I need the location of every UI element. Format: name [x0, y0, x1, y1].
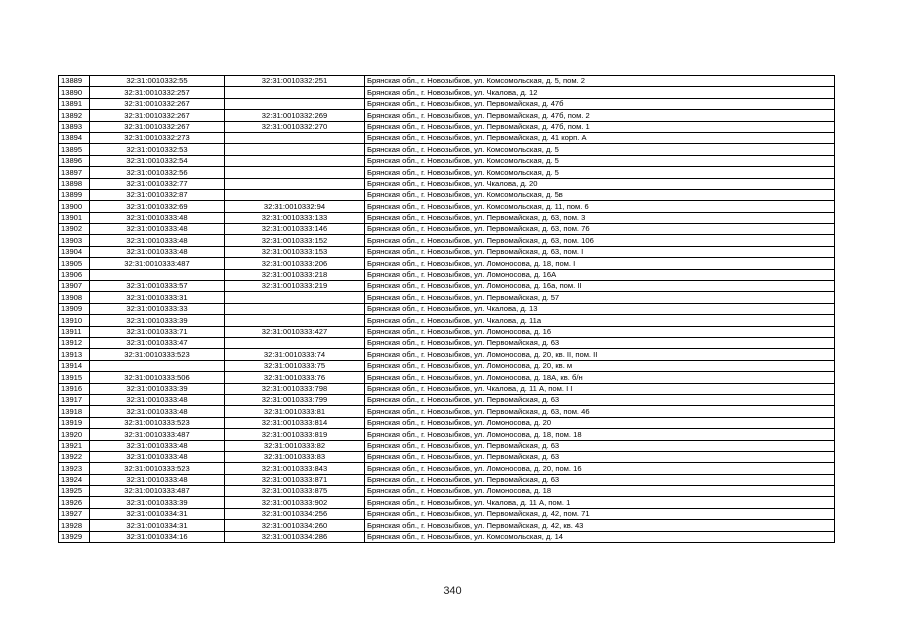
address-cell: Брянская обл., г. Новозыбков, ул. Чкалова, д. 11 А, пом. 1: [365, 497, 835, 508]
table-row: [59, 178, 835, 189]
table-row: [59, 212, 835, 223]
cadastral-number-cell: [225, 132, 365, 143]
address-cell: Брянская обл., г. Новозыбков, ул. Первомайская, д. 41 корп. А: [365, 132, 835, 143]
address-cell: Брянская обл., г. Новозыбков, ул. Чкалова, д. 11а: [365, 315, 835, 326]
parent-cadastral-number-cell: 32:31:0010334:31: [90, 508, 225, 519]
parent-cadastral-number-cell: 32:31:0010333:48: [90, 212, 225, 223]
address-cell: Брянская обл., г. Новозыбков, ул. Первомайская, д. 42, пом. 71: [365, 508, 835, 519]
row-number-cell: 13908: [59, 292, 90, 303]
parent-cadastral-number-cell: 32:31:0010333:39: [90, 497, 225, 508]
table-row: [59, 372, 835, 383]
address-cell: Брянская обл., г. Новозыбков, ул. Комсомольская, д. 11, пом. 6: [365, 201, 835, 212]
cadastral-number-cell: 32:31:0010333:218: [225, 269, 365, 280]
row-number-cell: 13914: [59, 360, 90, 371]
table-row: [59, 281, 835, 292]
cadastral-number-cell: 32:31:0010333:799: [225, 394, 365, 405]
cadastral-number-cell: [225, 144, 365, 155]
table-row: [59, 440, 835, 451]
row-number-cell: 13911: [59, 326, 90, 337]
address-cell: Брянская обл., г. Новозыбков, ул. Первомайская, д. 63: [365, 474, 835, 485]
address-cell: Брянская обл., г. Новозыбков, ул. Ломоносова, д. 20, пом. 16: [365, 463, 835, 474]
cadastral-number-cell: 32:31:0010333:843: [225, 463, 365, 474]
row-number-cell: 13890: [59, 87, 90, 98]
parent-cadastral-number-cell: 32:31:0010332:267: [90, 98, 225, 109]
row-number-cell: 13927: [59, 508, 90, 519]
cadastral-number-cell: 32:31:0010333:74: [225, 349, 365, 360]
table-row: [59, 360, 835, 371]
parent-cadastral-number-cell: 32:31:0010334:31: [90, 520, 225, 531]
cadastral-number-cell: [225, 155, 365, 166]
row-number-cell: 13896: [59, 155, 90, 166]
registry-table-body: [59, 76, 835, 543]
cadastral-number-cell: 32:31:0010333:76: [225, 372, 365, 383]
table-row: [59, 224, 835, 235]
cadastral-number-cell: 32:31:0010333:819: [225, 429, 365, 440]
parent-cadastral-number-cell: 32:31:0010332:267: [90, 121, 225, 132]
table-row: [59, 167, 835, 178]
table-row: [59, 508, 835, 519]
address-cell: Брянская обл., г. Новозыбков, ул. Первомайская, д. 63: [365, 337, 835, 348]
parent-cadastral-number-cell: 32:31:0010333:487: [90, 429, 225, 440]
table-row: [59, 531, 835, 542]
address-cell: Брянская обл., г. Новозыбков, ул. Первомайская, д. 63, пом. 3: [365, 212, 835, 223]
row-number-cell: 13907: [59, 281, 90, 292]
row-number-cell: 13897: [59, 167, 90, 178]
parent-cadastral-number-cell: 32:31:0010333:523: [90, 463, 225, 474]
parent-cadastral-number-cell: 32:31:0010333:39: [90, 383, 225, 394]
table-row: [59, 326, 835, 337]
parent-cadastral-number-cell: 32:31:0010333:487: [90, 486, 225, 497]
address-cell: Брянская обл., г. Новозыбков, ул. Первомайская, д. 47б: [365, 98, 835, 109]
parent-cadastral-number-cell: 32:31:0010333:71: [90, 326, 225, 337]
table-row: [59, 110, 835, 121]
cadastral-number-cell: 32:31:0010332:251: [225, 76, 365, 87]
table-row: [59, 520, 835, 531]
cadastral-number-cell: 32:31:0010333:871: [225, 474, 365, 485]
parent-cadastral-number-cell: 32:31:0010333:487: [90, 258, 225, 269]
row-number-cell: 13894: [59, 132, 90, 143]
cadastral-number-cell: 32:31:0010333:798: [225, 383, 365, 394]
parent-cadastral-number-cell: 32:31:0010332:257: [90, 87, 225, 98]
row-number-cell: 13923: [59, 463, 90, 474]
parent-cadastral-number-cell: 32:31:0010332:53: [90, 144, 225, 155]
address-cell: Брянская обл., г. Новозыбков, ул. Первомайская, д. 63, пом. 106: [365, 235, 835, 246]
address-cell: Брянская обл., г. Новозыбков, ул. Ломоносова, д. 16: [365, 326, 835, 337]
table-row: [59, 235, 835, 246]
parent-cadastral-number-cell: 32:31:0010333:57: [90, 281, 225, 292]
table-row: [59, 337, 835, 348]
parent-cadastral-number-cell: 32:31:0010333:48: [90, 235, 225, 246]
cadastral-number-cell: 32:31:0010333:153: [225, 246, 365, 257]
address-cell: Брянская обл., г. Новозыбков, ул. Комсомольская, д. 5: [365, 155, 835, 166]
parent-cadastral-number-cell: 32:31:0010333:33: [90, 303, 225, 314]
row-number-cell: 13889: [59, 76, 90, 87]
cadastral-number-cell: 32:31:0010333:206: [225, 258, 365, 269]
parent-cadastral-number-cell: 32:31:0010333:506: [90, 372, 225, 383]
cadastral-number-cell: 32:31:0010334:286: [225, 531, 365, 542]
address-cell: Брянская обл., г. Новозыбков, ул. Первомайская, д. 63: [365, 440, 835, 451]
address-cell: Брянская обл., г. Новозыбков, ул. Первомайская, д. 47б, пом. 2: [365, 110, 835, 121]
row-number-cell: 13925: [59, 486, 90, 497]
cadastral-number-cell: 32:31:0010333:814: [225, 417, 365, 428]
row-number-cell: 13928: [59, 520, 90, 531]
row-number-cell: 13919: [59, 417, 90, 428]
parent-cadastral-number-cell: 32:31:0010333:48: [90, 224, 225, 235]
row-number-cell: 13916: [59, 383, 90, 394]
row-number-cell: 13922: [59, 451, 90, 462]
address-cell: Брянская обл., г. Новозыбков, ул. Первомайская, д. 63: [365, 394, 835, 405]
cadastral-number-cell: 32:31:0010333:82: [225, 440, 365, 451]
address-cell: Брянская обл., г. Новозыбков, ул. Ломоносова, д. 18, пом. I: [365, 258, 835, 269]
table-row: [59, 486, 835, 497]
cadastral-number-cell: 32:31:0010334:260: [225, 520, 365, 531]
parent-cadastral-number-cell: 32:31:0010333:48: [90, 474, 225, 485]
cadastral-number-cell: [225, 98, 365, 109]
parent-cadastral-number-cell: 32:31:0010333:48: [90, 394, 225, 405]
parent-cadastral-number-cell: 32:31:0010334:16: [90, 531, 225, 542]
address-cell: Брянская обл., г. Новозыбков, ул. Комсомольская, д. 14: [365, 531, 835, 542]
cadastral-number-cell: 32:31:0010333:133: [225, 212, 365, 223]
row-number-cell: 13904: [59, 246, 90, 257]
table-row: [59, 394, 835, 405]
row-number-cell: 13905: [59, 258, 90, 269]
address-cell: Брянская обл., г. Новозыбков, ул. Ломоносова, д. 18: [365, 486, 835, 497]
row-number-cell: 13891: [59, 98, 90, 109]
address-cell: Брянская обл., г. Новозыбков, ул. Первомайская, д. 42, кв. 43: [365, 520, 835, 531]
address-cell: Брянская обл., г. Новозыбков, ул. Ломоносова, д. 18А, кв. б/н: [365, 372, 835, 383]
cadastral-number-cell: 32:31:0010333:146: [225, 224, 365, 235]
table-row: [59, 463, 835, 474]
row-number-cell: 13921: [59, 440, 90, 451]
cadastral-number-cell: 32:31:0010333:81: [225, 406, 365, 417]
table-row: [59, 258, 835, 269]
address-cell: Брянская обл., г. Новозыбков, ул. Чкалова, д. 13: [365, 303, 835, 314]
parent-cadastral-number-cell: [90, 269, 225, 280]
table-row: [59, 246, 835, 257]
table-row: [59, 76, 835, 87]
parent-cadastral-number-cell: 32:31:0010333:48: [90, 406, 225, 417]
table-row: [59, 144, 835, 155]
table-row: [59, 269, 835, 280]
address-cell: Брянская обл., г. Новозыбков, ул. Первомайская, д. 57: [365, 292, 835, 303]
address-cell: Брянская обл., г. Новозыбков, ул. Ломоносова, д. 18, пом. 18: [365, 429, 835, 440]
parent-cadastral-number-cell: 32:31:0010332:273: [90, 132, 225, 143]
address-cell: Брянская обл., г. Новозыбков, ул. Ломоносова, д. 16а, пом. II: [365, 281, 835, 292]
cadastral-number-cell: 32:31:0010332:270: [225, 121, 365, 132]
parent-cadastral-number-cell: 32:31:0010333:39: [90, 315, 225, 326]
address-cell: Брянская обл., г. Новозыбков, ул. Чкалова, д. 11 А, пом. I I: [365, 383, 835, 394]
address-cell: Брянская обл., г. Новозыбков, ул. Комсомольская, д. 5в: [365, 189, 835, 200]
row-number-cell: 13902: [59, 224, 90, 235]
cadastral-number-cell: [225, 178, 365, 189]
parent-cadastral-number-cell: [90, 360, 225, 371]
table-row: [59, 132, 835, 143]
row-number-cell: 13901: [59, 212, 90, 223]
row-number-cell: 13912: [59, 337, 90, 348]
row-number-cell: 13924: [59, 474, 90, 485]
parent-cadastral-number-cell: 32:31:0010332:77: [90, 178, 225, 189]
table-row: [59, 98, 835, 109]
row-number-cell: 13893: [59, 121, 90, 132]
address-cell: Брянская обл., г. Новозыбков, ул. Первомайская, д. 63, пом. I: [365, 246, 835, 257]
parent-cadastral-number-cell: 32:31:0010333:48: [90, 246, 225, 257]
row-number-cell: 13898: [59, 178, 90, 189]
cadastral-number-cell: [225, 167, 365, 178]
address-cell: Брянская обл., г. Новозыбков, ул. Комсомольская, д. 5: [365, 144, 835, 155]
table-row: [59, 497, 835, 508]
cadastral-number-cell: 32:31:0010333:75: [225, 360, 365, 371]
address-cell: Брянская обл., г. Новозыбков, ул. Ломоносова, д. 20: [365, 417, 835, 428]
row-number-cell: 13903: [59, 235, 90, 246]
cadastral-number-cell: 32:31:0010333:219: [225, 281, 365, 292]
address-cell: Брянская обл., г. Новозыбков, ул. Первомайская, д. 63: [365, 451, 835, 462]
table-row: [59, 155, 835, 166]
cadastral-number-cell: 32:31:0010334:256: [225, 508, 365, 519]
address-cell: Брянская обл., г. Новозыбков, ул. Ломоносова, д. 16А: [365, 269, 835, 280]
row-number-cell: 13917: [59, 394, 90, 405]
address-cell: Брянская обл., г. Новозыбков, ул. Первомайская, д. 63, пом. 76: [365, 224, 835, 235]
table-row: [59, 429, 835, 440]
row-number-cell: 13926: [59, 497, 90, 508]
cadastral-number-cell: [225, 337, 365, 348]
table-row: [59, 474, 835, 485]
table-row: [59, 451, 835, 462]
address-cell: Брянская обл., г. Новозыбков, ул. Комсомольская, д. 5: [365, 167, 835, 178]
parent-cadastral-number-cell: 32:31:0010333:47: [90, 337, 225, 348]
cadastral-number-cell: [225, 303, 365, 314]
cadastral-number-cell: 32:31:0010333:152: [225, 235, 365, 246]
address-cell: Брянская обл., г. Новозыбков, ул. Ломоносова, д. 20, кв. м: [365, 360, 835, 371]
row-number-cell: 13918: [59, 406, 90, 417]
cadastral-number-cell: 32:31:0010333:875: [225, 486, 365, 497]
page-number: 340: [443, 585, 462, 597]
row-number-cell: 13909: [59, 303, 90, 314]
table-row: [59, 417, 835, 428]
parent-cadastral-number-cell: 32:31:0010332:56: [90, 167, 225, 178]
cadastral-number-cell: [225, 315, 365, 326]
table-row: [59, 292, 835, 303]
row-number-cell: 13900: [59, 201, 90, 212]
parent-cadastral-number-cell: 32:31:0010332:54: [90, 155, 225, 166]
table-row: [59, 303, 835, 314]
parent-cadastral-number-cell: 32:31:0010333:523: [90, 349, 225, 360]
parent-cadastral-number-cell: 32:31:0010332:267: [90, 110, 225, 121]
address-cell: Брянская обл., г. Новозыбков, ул. Комсомольская, д. 5, пом. 2: [365, 76, 835, 87]
cadastral-number-cell: [225, 189, 365, 200]
parent-cadastral-number-cell: 32:31:0010332:69: [90, 201, 225, 212]
address-cell: Брянская обл., г. Новозыбков, ул. Ломоносова, д. 20, кв. II, пом. II: [365, 349, 835, 360]
row-number-cell: 13910: [59, 315, 90, 326]
row-number-cell: 13913: [59, 349, 90, 360]
row-number-cell: 13920: [59, 429, 90, 440]
row-number-cell: 13899: [59, 189, 90, 200]
row-number-cell: 13915: [59, 372, 90, 383]
row-number-cell: 13892: [59, 110, 90, 121]
table-row: [59, 349, 835, 360]
table-row: [59, 383, 835, 394]
parent-cadastral-number-cell: 32:31:0010333:48: [90, 440, 225, 451]
parent-cadastral-number-cell: 32:31:0010333:523: [90, 417, 225, 428]
row-number-cell: 13895: [59, 144, 90, 155]
cadastral-number-cell: 32:31:0010332:94: [225, 201, 365, 212]
parent-cadastral-number-cell: 32:31:0010333:31: [90, 292, 225, 303]
cadastral-number-cell: 32:31:0010333:902: [225, 497, 365, 508]
parent-cadastral-number-cell: 32:31:0010332:55: [90, 76, 225, 87]
table-row: [59, 315, 835, 326]
address-cell: Брянская обл., г. Новозыбков, ул. Первомайская, д. 63, пом. 46: [365, 406, 835, 417]
cadastral-number-cell: 32:31:0010333:83: [225, 451, 365, 462]
row-number-cell: 13929: [59, 531, 90, 542]
address-cell: Брянская обл., г. Новозыбков, ул. Первомайская, д. 47б, пом. 1: [365, 121, 835, 132]
cadastral-number-cell: [225, 292, 365, 303]
parent-cadastral-number-cell: 32:31:0010332:87: [90, 189, 225, 200]
cadastral-number-cell: 32:31:0010332:269: [225, 110, 365, 121]
table-row: [59, 406, 835, 417]
parent-cadastral-number-cell: 32:31:0010333:48: [90, 451, 225, 462]
table-row: [59, 121, 835, 132]
table-row: [59, 87, 835, 98]
cadastral-number-cell: 32:31:0010333:427: [225, 326, 365, 337]
property-registry-table: [58, 75, 835, 543]
table-row: [59, 189, 835, 200]
address-cell: Брянская обл., г. Новозыбков, ул. Чкалова, д. 20: [365, 178, 835, 189]
row-number-cell: 13906: [59, 269, 90, 280]
address-cell: Брянская обл., г. Новозыбков, ул. Чкалова, д. 12: [365, 87, 835, 98]
table-row: [59, 201, 835, 212]
cadastral-number-cell: [225, 87, 365, 98]
